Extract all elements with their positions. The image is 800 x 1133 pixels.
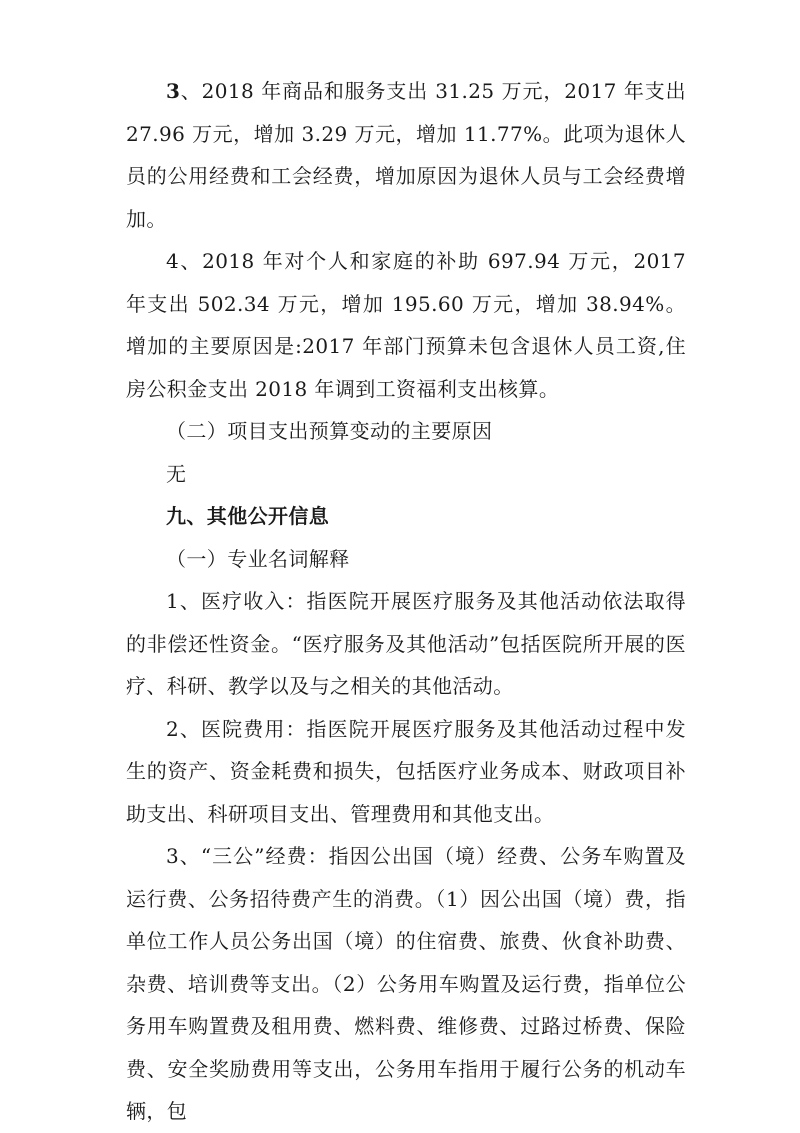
document-page [126,70,686,1133]
paragraph-number: 3 [166,79,181,103]
term-three-public-expenses: 3、“三公”经费：指因公出国（境）经费、公务车购置及运行费、公务招待费产生的消费。（1）因公出国（境）费，指单位工作人员公务出国（境）的住宿费、旅费、伙食补助费、杂费、培训费等支出。（2）公务用车购置及运行费，指单位公务用车购置费及租用费、燃料费、维修费、过路过桥费、保险费、安全奖励费用等支出，公务用车指用于履行公务的机动车辆，包 [126,844,686,1123]
paragraph-text: 、2018 年商品和服务支出 31.25 万元，2017 年支出 27.96 万元，增加 3.29 万元，增加 11.77%。此项为退休人员的公用经费和工会经费，增加原因为退休人员与工会经费增加。 [126,79,686,231]
subsection-terms-title: （一）专业名词解释 [166,546,350,571]
paragraph-personal-subsidy: 4、2018 年对个人和家庭的补助 697.94 万元，2017 年支出 502.34 万元，增加 195.60 万元，增加 38.94%。增加的主要原因是:2017 年部门预算未包含退休人员工资,住房公积金支出 2018 年调到工资福利支出核算。 [126,249,686,401]
chapter-other-info-title: 九、其他公开信息 [166,504,330,528]
term-medical-income: 1、医疗收入：指医院开展医疗服务及其他活动依法取得的非偿还性资金。“医疗服务及其他活动”包括医院所开展的医疗、科研、教学以及与之相关的其他活动。 [126,589,686,698]
section-project-expenditure-title: （二）项目支出预算变动的主要原因 [166,419,493,443]
paragraph-goods-services [126,70,686,240]
term-hospital-expenses: 2、医院费用：指医院开展医疗服务及其他活动过程中发生的资产、资金耗费和损失，包括医疗业务成本、财政项目补助支出、科研项目支出、管理费用和其他支出。 [126,716,686,826]
section-project-expenditure-body: 无 [166,461,187,486]
